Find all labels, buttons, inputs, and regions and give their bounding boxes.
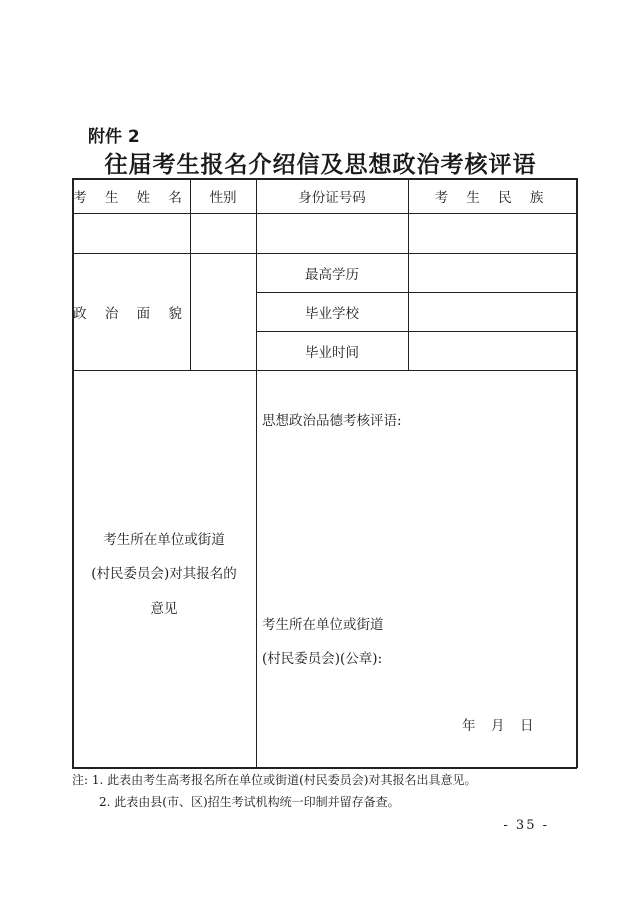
note-1: 注: 1. 此表由考生高考报名所在单位或街道(村民委员会)对其报名出具意见。 xyxy=(72,773,477,787)
date-year: 年 xyxy=(462,718,476,734)
graduate-school-value xyxy=(408,292,577,331)
gender-value xyxy=(190,213,256,253)
page-title: 往届考生报名介绍信及思想政治考核评语 xyxy=(104,152,537,178)
id-number-value xyxy=(256,213,408,253)
gender-header: 性别 xyxy=(209,189,237,206)
page-number: - 35 - xyxy=(503,818,549,833)
highest-education-value xyxy=(408,253,577,292)
note-2: 2. 此表由县(市、区)招生考试机构统一印制并留存备查。 xyxy=(99,795,400,809)
unit-line-2: (村民委员会)(公章): xyxy=(262,651,383,667)
unit-line-1: 考生所在单位或街道 xyxy=(262,617,384,633)
opinion-line-2: (村民委员会)对其报名的 xyxy=(91,566,237,582)
id-number-header: 身份证号码 xyxy=(298,189,366,206)
graduate-time-label: 毕业时间 xyxy=(305,344,359,361)
date-month: 月 xyxy=(491,718,505,734)
opinion-line-1: 考生所在单位或街道 xyxy=(103,532,225,548)
opinion-line-3: 意见 xyxy=(150,601,178,617)
ethnicity-value xyxy=(408,213,577,253)
graduate-school-label: 毕业学校 xyxy=(305,305,359,322)
name-header: 考 生 姓 名 xyxy=(73,189,189,206)
political-status-value xyxy=(190,253,256,370)
name-value xyxy=(72,213,190,253)
graduate-time-value xyxy=(408,331,577,370)
evaluation-label: 思想政治品德考核评语: xyxy=(262,413,402,429)
highest-education-label: 最高学历 xyxy=(305,266,359,283)
ethnicity-header: 考 生 民 族 xyxy=(434,189,551,206)
date-day: 日 xyxy=(520,718,534,734)
political-status-label: 政 治 面 貌 xyxy=(73,305,189,322)
attachment-label: 附件 2 xyxy=(88,127,140,147)
